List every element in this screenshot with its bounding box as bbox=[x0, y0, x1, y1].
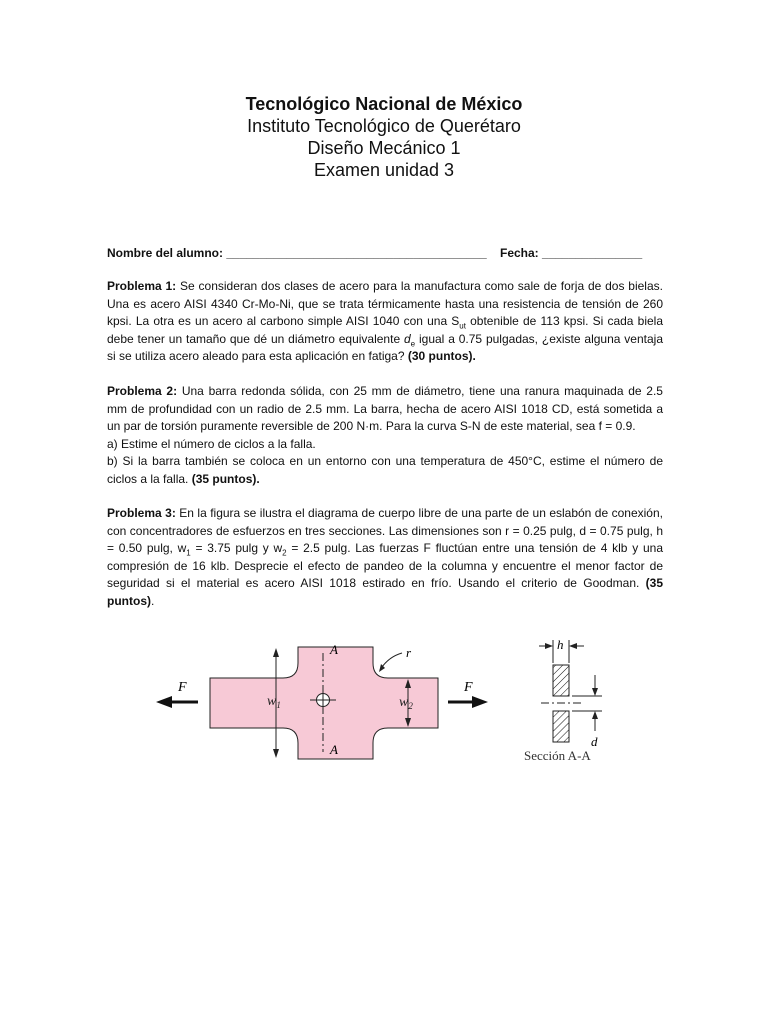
problem-3-end: . bbox=[151, 593, 155, 608]
date-blank: _______________ bbox=[542, 246, 643, 260]
problem-2-item-a: a) Estime el número de ciclos a la falla. bbox=[107, 436, 316, 451]
problem-1 bbox=[107, 278, 663, 366]
w1-label: $w_1$ bbox=[267, 694, 281, 710]
problem-3-text-a: En la figura se ilustra el diagrama de cuerpo libre de una parte de un eslabón de conexión, con concentradores de esfuerzos en tres secciones. Las dimensiones son r = 0.25 pulg, d = 0.75 pulg, h = 0.50 pulg, w bbox=[107, 506, 663, 555]
problem-1-text-c: igual a 0.75 pulgadas, ¿existe alguna ventaja si se utiliza acero aleado para esta aplicación en fatiga? bbox=[107, 331, 664, 363]
problem-3-points: (35 puntos) bbox=[107, 576, 663, 608]
problem-1-sub-e: e bbox=[410, 338, 416, 348]
name-blank: _______________________________________ bbox=[226, 246, 487, 260]
problem-1-de: d bbox=[403, 331, 411, 346]
link-diagram bbox=[140, 635, 640, 775]
problem-1-sub-ut: ut bbox=[459, 321, 466, 331]
problem-3-text-b: = 3.75 pulg y w bbox=[190, 541, 283, 555]
course-name: Diseño Mecánico 1 bbox=[307, 138, 461, 158]
problem-3-label: Problema 3: bbox=[107, 506, 176, 520]
h-arrow-right bbox=[569, 643, 577, 649]
d-arrow-top bbox=[592, 688, 598, 696]
d-label: d bbox=[591, 734, 598, 749]
name-label: Nombre del alumno: bbox=[107, 246, 224, 260]
student-info-line bbox=[107, 245, 663, 263]
problem-1-label: Problema 1: bbox=[107, 279, 177, 293]
h-arrow-left bbox=[545, 643, 553, 649]
w2-label: $w_2$ bbox=[399, 695, 413, 711]
problem-1-text-a: Se consideran dos clases de acero para la manufactura como sale de forja de dos bielas. Una es acero AISI 4340 Cr-Mo-Ni, que se trata térmicamente hasta una resistencia de tensión de 260 kpsi. La otra es un acero al carbono simple AISI 1040 con una S bbox=[107, 279, 663, 328]
section-caption: Sección A-A bbox=[524, 748, 591, 763]
document-header bbox=[0, 93, 768, 181]
force-arrow-right-head bbox=[472, 696, 488, 708]
radius-label: r bbox=[406, 645, 412, 660]
problem-3 bbox=[107, 505, 663, 610]
h-label: h bbox=[557, 637, 564, 652]
problem-3-sub-1: 1 bbox=[186, 548, 191, 558]
section-aa-hatched-upper bbox=[553, 665, 569, 696]
d-arrow-bottom bbox=[592, 711, 598, 719]
force-label-left: F bbox=[178, 680, 187, 695]
institute-name: Instituto Tecnológico de Querétaro bbox=[247, 116, 521, 136]
exam-title: Examen unidad 3 bbox=[313, 160, 455, 180]
problem-2-label: Problema 2: bbox=[107, 384, 178, 398]
section-label-bottom: A bbox=[330, 742, 338, 757]
problem-2-points: (35 puntos). bbox=[188, 471, 260, 486]
problem-3-text-c: = 2.5 pulg. Las fuerzas F fluctúan entre una tensión de 4 klb y una compresión de 16 klb. Desprecie el efecto de pandeo de la columna y encuentre el menor factor de seguridad si el material es acero AISI 1018 estirado en frío. Usando el criterio de Goodman. bbox=[107, 541, 663, 590]
institution-title: Tecnológico Nacional de México bbox=[245, 94, 523, 114]
radius-arrow bbox=[379, 664, 385, 672]
problem-1-text-b: obtenible de 113 kpsi. Si cada biela debe tener un tamaño que dé un diámetro equivalente bbox=[107, 314, 663, 346]
section-aa-hatched-lower bbox=[553, 711, 569, 742]
problem-3-sub-2: 2 bbox=[282, 548, 287, 558]
problem-2-item-b: b) Si la barra también se coloca en un entorno con una temperatura de 450°C, estime el número de ciclos a la falla. bbox=[107, 454, 663, 486]
problem-1-points: (30 puntos). bbox=[404, 349, 476, 363]
section-label-top: A bbox=[330, 642, 338, 657]
w1-arrow-top bbox=[273, 648, 279, 657]
w1-arrow-bottom bbox=[273, 749, 279, 758]
force-arrow-left-head bbox=[156, 696, 172, 708]
date-label: Fecha: bbox=[499, 246, 539, 260]
force-label-right: F bbox=[464, 680, 473, 695]
problem-2 bbox=[107, 383, 663, 488]
problem-2-text: Una barra redonda sólida, con 25 mm de diámetro, tiene una ranura maquinada de 2.5 mm de profundidad con un radio de 2.5 mm. La barra, hecha de acero AISI 1018 CD, está sometida a un par de torsión puramente reversible de 200 N·m. Para la curva S-N de este material, sea f = 0.9. bbox=[107, 384, 663, 433]
